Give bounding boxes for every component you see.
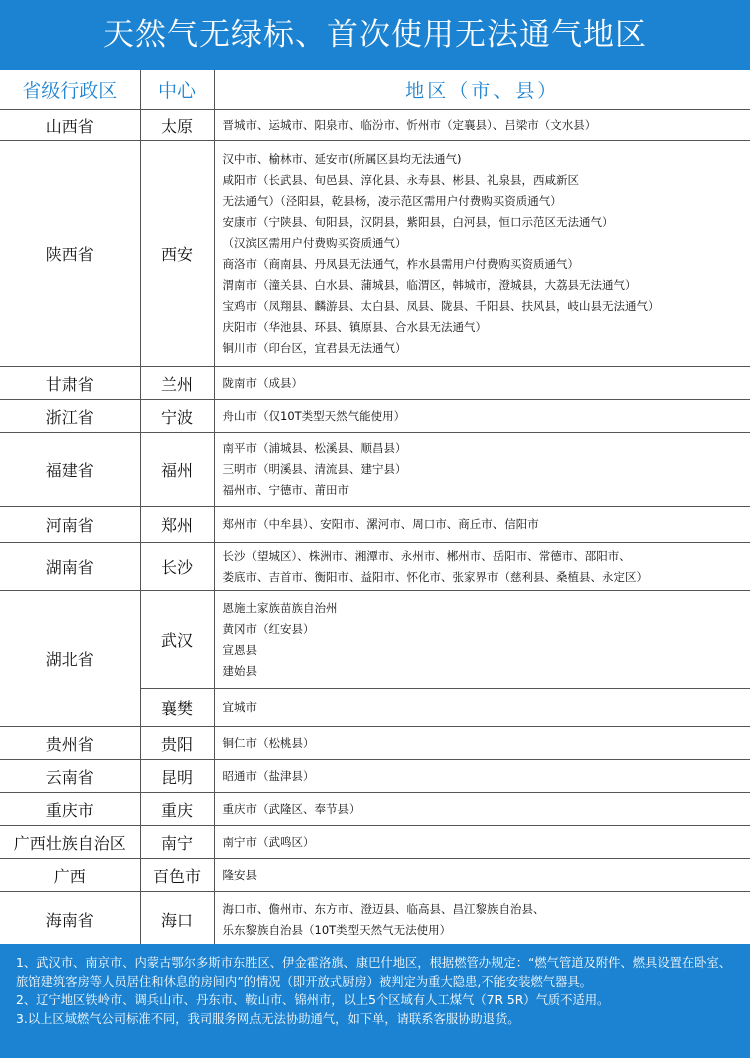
province-cell: 山西省	[0, 110, 140, 141]
area-cell	[214, 110, 750, 141]
province-cell: 浙江省	[0, 400, 140, 433]
table-row	[0, 507, 750, 543]
area-line: 宝鸡市（凤翔县、麟游县、太白县、凤县、陇县、千阳县、扶风县，岐山县无法通气）	[222, 298, 660, 313]
area-line: 铜川市（印台区，宜君县无法通气）	[222, 340, 407, 355]
area-cell	[214, 367, 750, 400]
table-row	[0, 591, 750, 689]
table-row	[0, 892, 750, 948]
note-3: 3.以上区域燃气公司标准不同，我司服务网点无法协助通气，如下单，请联系客服协助退货。	[16, 1011, 520, 1026]
center-cell: 长沙	[140, 543, 214, 591]
area-line: 乐东黎族自治县（10T类型天然气无法使用）	[222, 922, 452, 937]
area-line: 南平市（浦城县、松溪县、顺昌县）	[222, 441, 407, 455]
table-row	[0, 110, 750, 141]
province-cell: 河南省	[0, 507, 140, 543]
area-line: 三明市（明溪县、清流县、建宁县）	[222, 462, 407, 476]
area-line: 福州市、宁德市、莆田市	[222, 483, 349, 497]
area-line: 黄冈市（红安县）	[222, 621, 315, 636]
area-line: 汉中市、榆林市、延安市(所属区县均无法通气)	[222, 151, 462, 166]
province-cell: 湖北省	[0, 591, 140, 727]
area-line: 咸阳市（长武县、旬邑县、淳化县、永寿县、彬县、礼泉县，西咸新区	[222, 172, 579, 187]
area-line: 渭南市（潼关县、白水县、蒲城县，临渭区，韩城市，澄城县，大荔县无法通气）	[222, 277, 637, 292]
center-cell: 海口	[140, 892, 214, 948]
center-cell: 昆明	[140, 760, 214, 793]
area-cell	[214, 859, 750, 892]
area-cell	[214, 826, 750, 859]
area-line: 海口市、儋州市、东方市、澄迈县、临高县、昌江黎族自治县、	[222, 901, 545, 916]
center-cell: 重庆	[140, 793, 214, 826]
province-cell: 云南省	[0, 760, 140, 793]
area-line: 重庆市（武隆区、奉节县）	[222, 801, 361, 816]
table-header-row	[0, 70, 750, 110]
center-cell: 宁波	[140, 400, 214, 433]
area-cell	[214, 892, 750, 948]
page-title: 天然气无绿标、首次使用无法通气地区	[0, 0, 750, 70]
province-cell: 重庆市	[0, 793, 140, 826]
area-cell	[214, 591, 750, 689]
province-cell: 海南省	[0, 892, 140, 948]
area-cell	[214, 400, 750, 433]
center-cell: 郑州	[140, 507, 214, 543]
area-cell	[214, 543, 750, 591]
area-line: 隆安县	[222, 867, 257, 882]
area-line: 陇南市（成县）	[222, 375, 303, 390]
center-cell: 百色市	[140, 859, 214, 892]
province-cell: 福建省	[0, 433, 140, 507]
center-cell: 贵阳	[140, 727, 214, 760]
area-line: 庆阳市（华池县、环县、镇原县、合水县无法通气）	[222, 319, 487, 334]
area-line: 长沙（望城区）、株洲市、湘潭市、永州市、郴州市、岳阳市、常德市、邵阳市、	[222, 548, 631, 563]
area-line: 铜仁市（松桃县）	[222, 735, 315, 750]
area-line: 宣恩县	[222, 642, 257, 657]
table-row	[0, 727, 750, 760]
notes-box	[0, 944, 750, 1058]
area-cell	[214, 760, 750, 793]
area-line: 郑州市（中牟县）、安阳市、漯河市、周口市、商丘市、信阳市	[222, 517, 539, 531]
regions-table	[0, 70, 750, 948]
area-line: 晋城市、运城市、阳泉市、临汾市、忻州市（定襄县）、吕梁市（文水县）	[222, 117, 597, 132]
center-cell: 兰州	[140, 367, 214, 400]
area-cell	[214, 507, 750, 543]
center-cell: 西安	[140, 141, 214, 367]
center-cell: 福州	[140, 433, 214, 507]
table-row	[0, 543, 750, 591]
header-area: 地区（市、县）	[214, 70, 750, 110]
province-cell: 贵州省	[0, 727, 140, 760]
area-cell	[214, 793, 750, 826]
note-2: 2、辽宁地区铁岭市、调兵山市、丹东市、鞍山市、锦州市，以上5个区域有人工煤气（7R 5R）气质不适用。	[16, 993, 610, 1007]
center-cell: 南宁	[140, 826, 214, 859]
header-center: 中心	[140, 70, 214, 110]
area-line: 南宁市（武鸣区）	[222, 834, 315, 849]
province-cell: 湖南省	[0, 543, 140, 591]
area-cell	[214, 141, 750, 367]
center-cell: 太原	[140, 110, 214, 141]
table-row	[0, 433, 750, 507]
table-row	[0, 367, 750, 400]
center-cell: 武汉	[140, 591, 214, 689]
area-cell	[214, 689, 750, 727]
area-cell	[214, 433, 750, 507]
area-line: 无法通气）（泾阳县，乾县杨，凌示范区需用户付费购买资质通气）	[222, 193, 562, 208]
table-row	[0, 400, 750, 433]
center-cell: 襄樊	[140, 689, 214, 727]
area-line: 宜城市	[222, 700, 257, 714]
province-cell: 广西壮族自治区	[0, 826, 140, 859]
area-line: （汉滨区需用户付费购买资质通气）	[222, 235, 407, 250]
area-line: 娄底市、吉首市、衡阳市、益阳市、怀化市、张家界市（慈利县、桑植县、永定区）	[222, 569, 648, 584]
area-line: 舟山市（仅10T类型天然气能使用）	[222, 408, 406, 423]
table-row	[0, 859, 750, 892]
province-cell: 甘肃省	[0, 367, 140, 400]
table-row	[0, 826, 750, 859]
area-line: 安康市（宁陕县、旬阳县，汉阴县，紫阳县，白河县，恒口示范区无法通气）	[222, 214, 614, 229]
province-cell: 陕西省	[0, 141, 140, 367]
table-row	[0, 793, 750, 826]
area-line: 恩施土家族苗族自治州	[222, 600, 338, 615]
table-row	[0, 141, 750, 367]
area-line: 昭通市（盐津县）	[222, 768, 315, 783]
header-province: 省级行政区	[0, 70, 140, 110]
area-line: 商洛市（商南县、丹凤县无法通气，柞水县需用户付费购买资质通气）	[222, 256, 579, 271]
province-cell: 广西	[0, 859, 140, 892]
area-line: 建始县	[222, 663, 257, 678]
area-cell	[214, 727, 750, 760]
table-row	[0, 760, 750, 793]
note-1: 1、武汉市、南京市、内蒙古鄂尔多斯市东胜区、伊金霍洛旗、康巴什地区，根据燃管办规定：“燃气管道及附件、燃具设置在卧室、旅馆建筑客房等人员居住和休息的房间内”的情况（即开放式厨房）被判定为重大隐患,不能安装燃气器具。	[16, 956, 732, 989]
